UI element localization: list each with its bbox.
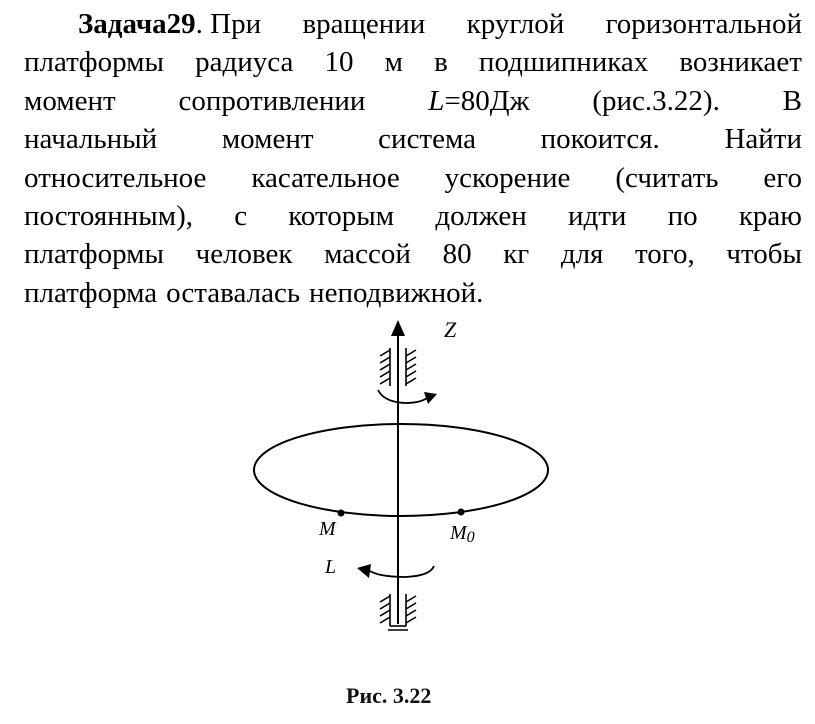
point-m0-main: M <box>450 522 467 544</box>
text-fragment: . При <box>195 8 262 40</box>
text-fragment: платформа <box>24 276 158 309</box>
text-fragment: система <box>378 123 477 156</box>
platform-disc <box>254 424 548 516</box>
text-fragment: горизонтальной <box>605 8 802 40</box>
text-fragment: его <box>763 161 802 194</box>
figure-caption: Рис. 3.22 <box>346 683 432 708</box>
text-fragment: которым <box>288 199 395 232</box>
text-fragment: вращении <box>302 8 426 40</box>
rotation-arrow-upper <box>378 390 427 403</box>
text-fragment: подшипниках <box>478 46 649 79</box>
problem-title: Задача29 <box>78 8 196 40</box>
text-fragment: неподвижной. <box>309 276 484 309</box>
text-fragment: относительное <box>24 161 207 194</box>
torque-arrow <box>370 566 434 577</box>
text-fragment: покоится. <box>540 123 660 156</box>
text-fragment: =80Дж <box>444 84 530 117</box>
text-fragment: (считать <box>615 161 719 194</box>
text-fragment: для <box>560 238 604 271</box>
text-fragment: должен <box>435 199 527 232</box>
axis-label-z: Z <box>444 317 457 342</box>
text-fragment: идти <box>567 199 627 232</box>
text-fragment: человек <box>195 238 293 271</box>
point-m-dot <box>338 510 345 517</box>
text-fragment: возникает <box>679 46 802 79</box>
text-fragment: в <box>434 46 448 79</box>
text-fragment: Найти <box>724 123 802 156</box>
torque-arrowhead <box>357 564 371 578</box>
text-fragment: круглой <box>466 8 565 40</box>
text-fragment: платформы <box>24 238 164 271</box>
text-fragment: В <box>782 84 802 117</box>
text-fragment: момент <box>221 123 314 156</box>
text-fragment: касательное <box>251 161 400 194</box>
point-m0-label <box>449 522 475 546</box>
text-fragment: платформы <box>24 46 164 79</box>
torque-label: L <box>325 556 337 578</box>
text-fragment: краю <box>738 199 802 232</box>
text-fragment: постоянным), <box>24 199 193 232</box>
text-fragment: кг <box>503 238 530 271</box>
text-fragment: оставалась <box>166 276 301 309</box>
text-fragment: того, <box>635 238 695 271</box>
text-fragment: массой <box>324 238 411 271</box>
text-fragment: момент <box>24 84 116 117</box>
text-fragment: по <box>667 199 698 232</box>
text-fragment: сопротивлении <box>178 84 366 117</box>
text-fragment: м <box>384 46 403 79</box>
axis-arrowhead <box>391 320 405 336</box>
point-m0-dot <box>458 509 465 516</box>
text-fragment: с <box>234 199 248 232</box>
point-m0-subscript: 0 <box>466 529 475 546</box>
variable-l: L <box>428 84 445 117</box>
text-fragment: ускорение <box>444 161 571 194</box>
text-fragment: чтобы <box>726 238 802 271</box>
text-fragment: 10 <box>324 46 354 79</box>
text-fragment: радиуса <box>195 46 294 79</box>
text-fragment: (рис.3.22). <box>592 84 720 117</box>
point-m-label: M <box>319 518 336 540</box>
text-fragment: 80 <box>442 238 472 271</box>
text-fragment: начальный <box>24 123 158 156</box>
